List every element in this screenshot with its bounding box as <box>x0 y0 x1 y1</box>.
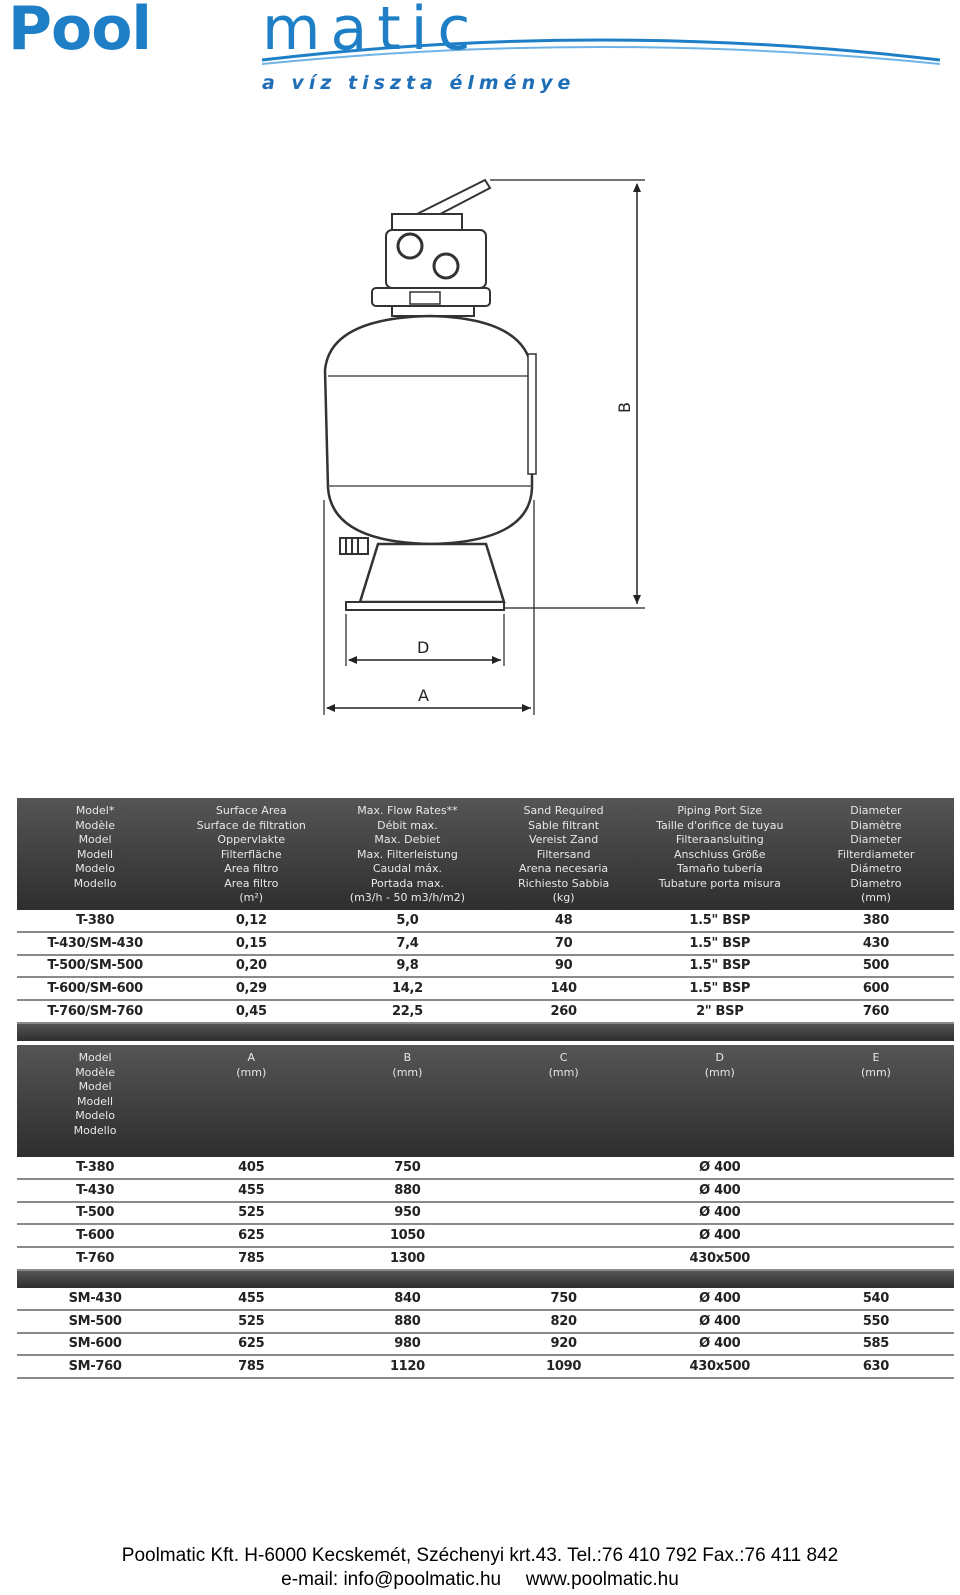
cell-a: 625 <box>238 1336 265 1352</box>
cell-sand: 48 <box>554 912 573 928</box>
cell-flow-rate: 9,8 <box>396 958 419 974</box>
cell-surface-area: 0,15 <box>235 935 267 951</box>
cell-a: 455 <box>238 1182 265 1198</box>
cell-model: SM-600 <box>68 1336 122 1352</box>
table-row <box>17 1157 954 1180</box>
header-diameter: Diameter Diamètre Diameter Filterdiameter Diámetro Diametro (mm) <box>837 804 915 904</box>
cell-a: 455 <box>238 1290 265 1306</box>
table-row <box>17 1334 954 1357</box>
table-row <box>17 1203 954 1226</box>
cell-a: 785 <box>238 1251 265 1267</box>
table-row <box>17 1001 954 1024</box>
cell-b: 880 <box>394 1182 421 1198</box>
cell-flow-rate: 7,4 <box>396 935 419 951</box>
header-model: Model* Modèle Model Modell Modelo Modello <box>73 804 117 890</box>
cell-b: 840 <box>394 1290 421 1306</box>
footer-email[interactable]: e-mail: info@poolmatic.hu <box>281 1569 502 1590</box>
cell-a: 525 <box>238 1313 265 1329</box>
cell-port-size: 1.5" BSP <box>689 958 751 974</box>
cell-b: 950 <box>394 1205 421 1221</box>
cell-a: 625 <box>238 1228 265 1244</box>
cell-d: Ø 400 <box>699 1336 741 1352</box>
cell-model: T-380 <box>76 912 115 928</box>
cell-diameter: 600 <box>862 981 890 997</box>
cell-model: T-600 <box>76 1228 115 1244</box>
cell-b: 880 <box>394 1313 421 1329</box>
cell-d: Ø 400 <box>699 1205 741 1221</box>
cell-e: 540 <box>862 1290 890 1306</box>
header-dimension-a: A (mm) <box>236 1051 267 1079</box>
dimensions-table-body-t-series <box>17 1157 954 1271</box>
cell-d: 430x500 <box>689 1251 751 1267</box>
footer-address: Poolmatic Kft. H-6000 Kecskemét, Széchenyi krt.43. Tel.:76 410 792 Fax.:76 411 842 <box>121 1545 839 1566</box>
cell-flow-rate: 22,5 <box>391 1004 423 1020</box>
dimension-label-b: B <box>614 402 634 413</box>
cell-model: T-600/SM-600 <box>47 981 143 997</box>
cell-surface-area: 0,20 <box>235 958 267 974</box>
cell-e: 550 <box>862 1313 890 1329</box>
cell-b: 750 <box>394 1159 421 1175</box>
filter-technical-drawing <box>300 170 680 730</box>
cell-b: 980 <box>394 1336 421 1352</box>
cell-port-size: 1.5" BSP <box>689 981 751 997</box>
table-row <box>17 910 954 933</box>
cell-port-size: 2" BSP <box>696 1004 744 1020</box>
company-logo <box>0 0 960 110</box>
cell-c: 820 <box>550 1313 577 1329</box>
cell-diameter: 380 <box>862 912 890 928</box>
cell-a: 785 <box>238 1359 265 1375</box>
specifications-table-body <box>17 910 954 1024</box>
cell-d: Ø 400 <box>699 1182 741 1198</box>
cell-d: 430x500 <box>689 1359 751 1375</box>
table-row <box>17 1356 954 1379</box>
header-sand-required: Sand Required Sable filtrant Vereist Zand Filtersand Arena necesaria Richiesto Sabbia (kg) <box>517 804 610 904</box>
header-piping-port-size: Piping Port Size Taille d'orifice de tuyau Filteraansluiting Anschluss Größe Tamaño tubería Tubature porta misura <box>656 804 784 890</box>
table-section-divider <box>17 1271 954 1288</box>
cell-b: 1120 <box>389 1359 425 1375</box>
cell-a: 525 <box>238 1205 265 1221</box>
cell-d: Ø 400 <box>699 1313 741 1329</box>
dimensions-table-header <box>17 1045 954 1157</box>
table-row <box>17 1248 954 1271</box>
logo-tagline: a víz tiszta élménye <box>262 72 576 94</box>
cell-port-size: 1.5" BSP <box>689 935 751 951</box>
footer-website-link[interactable]: www.poolmatic.hu <box>525 1569 679 1590</box>
table-row <box>17 1225 954 1248</box>
header-dimension-d: D (mm) <box>704 1051 735 1079</box>
header-dimension-e: E (mm) <box>860 1051 891 1079</box>
cell-sand: 90 <box>554 958 573 974</box>
footer-contact <box>0 1569 960 1591</box>
cell-d: Ø 400 <box>699 1159 741 1175</box>
cell-model: T-380 <box>76 1159 115 1175</box>
cell-c: 750 <box>550 1290 577 1306</box>
table-row <box>17 956 954 979</box>
cell-diameter: 760 <box>862 1004 890 1020</box>
cell-a: 405 <box>238 1159 265 1175</box>
cell-b: 1050 <box>389 1228 425 1244</box>
cell-model: SM-430 <box>68 1290 122 1306</box>
header-model: Model Modèle Model Modell Modelo Modello <box>73 1051 117 1137</box>
table-row <box>17 1288 954 1311</box>
cell-model: T-500 <box>76 1205 115 1221</box>
header-dimension-b: B (mm) <box>392 1051 423 1079</box>
dimension-label-d: D <box>417 638 430 657</box>
cell-c: 1090 <box>546 1359 582 1375</box>
specifications-table-header <box>17 798 954 910</box>
table-footer-bar <box>17 1024 954 1041</box>
cell-c: 920 <box>550 1336 577 1352</box>
dimension-label-a: A <box>418 686 429 705</box>
cell-model: SM-500 <box>68 1313 122 1329</box>
cell-surface-area: 0,29 <box>235 981 267 997</box>
cell-d: Ø 400 <box>699 1228 741 1244</box>
cell-d: Ø 400 <box>699 1290 741 1306</box>
cell-model: T-760/SM-760 <box>47 1004 143 1020</box>
cell-flow-rate: 14,2 <box>391 981 423 997</box>
cell-port-size: 1.5" BSP <box>689 912 751 928</box>
logo-brand-light: matic <box>262 0 481 64</box>
cell-diameter: 500 <box>862 958 890 974</box>
table-row <box>17 933 954 956</box>
header-dimension-c: C (mm) <box>548 1051 579 1079</box>
dimensions-table-body-sm-series <box>17 1288 954 1379</box>
cell-model: T-500/SM-500 <box>47 958 143 974</box>
cell-surface-area: 0,45 <box>235 1004 267 1020</box>
logo-brand-bold: Pool <box>8 0 151 64</box>
cell-sand: 70 <box>554 935 573 951</box>
header-max-flow-rate: Max. Flow Rates** Débit max. Max. Debiet Max. Filterleistung Caudal máx. Portada max. (m3/h - 50 m3/h/m2) <box>349 804 466 904</box>
cell-diameter: 430 <box>862 935 890 951</box>
cell-model: T-760 <box>76 1251 115 1267</box>
header-surface-area: Surface Area Surface de filtration Oppervlakte Filterfläche Area filtro Area filtro (m²) <box>196 804 306 904</box>
cell-sand: 260 <box>550 1004 577 1020</box>
cell-model: T-430/SM-430 <box>47 935 143 951</box>
table-row <box>17 1180 954 1203</box>
cell-flow-rate: 5,0 <box>396 912 419 928</box>
table-row <box>17 1311 954 1334</box>
cell-e: 585 <box>862 1336 890 1352</box>
cell-sand: 140 <box>550 981 577 997</box>
cell-model: SM-760 <box>68 1359 122 1375</box>
specifications-table <box>17 798 954 1041</box>
cell-surface-area: 0,12 <box>235 912 267 928</box>
cell-b: 1300 <box>389 1251 425 1267</box>
cell-e: 630 <box>862 1359 890 1375</box>
dimensions-table <box>17 1045 954 1379</box>
sand-filter-illustration <box>300 170 680 730</box>
table-row <box>17 978 954 1001</box>
cell-model: T-430 <box>76 1182 115 1198</box>
